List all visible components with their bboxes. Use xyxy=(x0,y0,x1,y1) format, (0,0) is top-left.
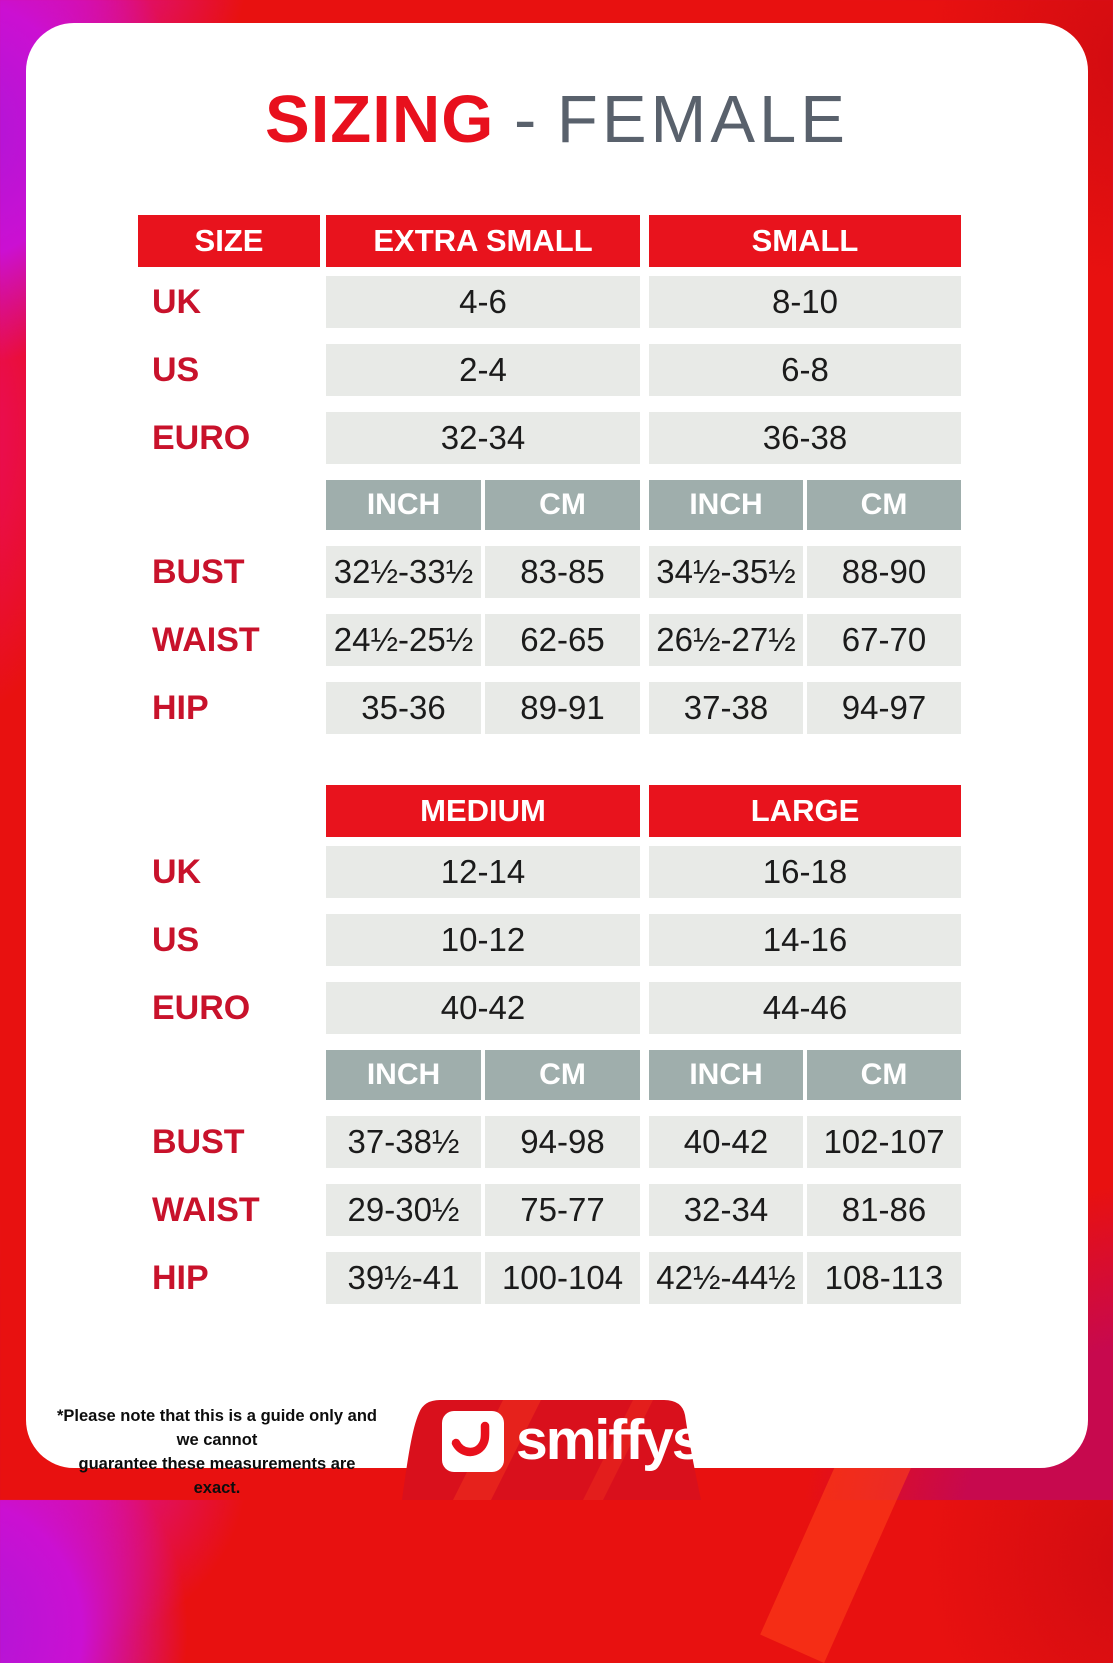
row-label: EURO xyxy=(152,988,251,1027)
brand-wordmark xyxy=(516,1403,724,1473)
value-cell: 102-107 xyxy=(807,1116,961,1168)
table-row xyxy=(138,412,961,464)
disclaimer-note xyxy=(56,1405,378,1501)
row-label: WAIST xyxy=(152,620,260,659)
value-cell: 40-42 xyxy=(326,982,640,1034)
unit-header-cell: CM xyxy=(485,1050,640,1100)
value-cell: 26½-27½ xyxy=(649,614,803,666)
unit-header-row xyxy=(138,1050,961,1100)
value-cell: 2-4 xyxy=(326,344,640,396)
value-cell: 94-98 xyxy=(485,1116,640,1168)
value-cell: 32-34 xyxy=(649,1184,803,1236)
row-label: WAIST xyxy=(152,1190,260,1229)
table-header-row xyxy=(138,215,961,267)
trademark-symbol: ™ xyxy=(706,1403,724,1422)
table-header-cell: MEDIUM xyxy=(326,785,640,837)
row-label: US xyxy=(152,350,200,389)
value-cell: 6-8 xyxy=(649,344,961,396)
table-row xyxy=(138,682,961,734)
table-row xyxy=(138,546,961,598)
value-cell: 88-90 xyxy=(807,546,961,598)
value-cell: 62-65 xyxy=(485,614,640,666)
table-row xyxy=(138,1116,961,1168)
page-title xyxy=(26,81,1088,158)
disclaimer-line: guarantee these measurements are exact. xyxy=(78,1454,356,1497)
table-row xyxy=(138,344,961,396)
value-cell: 83-85 xyxy=(485,546,640,598)
table-header-row xyxy=(138,785,961,837)
smile-badge xyxy=(442,1411,504,1472)
value-cell: 12-14 xyxy=(326,846,640,898)
sizing-card xyxy=(26,23,1088,1497)
row-label: US xyxy=(152,920,200,959)
unit-header-cell: CM xyxy=(485,480,640,530)
row-label: HIP xyxy=(152,688,209,727)
value-cell: 32-34 xyxy=(326,412,640,464)
table-header-cell: EXTRA SMALL xyxy=(326,215,640,267)
value-cell: 39½-41 xyxy=(326,1252,481,1304)
value-cell: 44-46 xyxy=(649,982,961,1034)
brand-tab xyxy=(398,1393,724,1500)
value-cell: 8-10 xyxy=(649,276,961,328)
value-cell: 100-104 xyxy=(485,1252,640,1304)
value-cell: 36-38 xyxy=(649,412,961,464)
value-cell: 67-70 xyxy=(807,614,961,666)
value-cell: 108-113 xyxy=(807,1252,961,1304)
value-cell: 4-6 xyxy=(326,276,640,328)
value-cell: 32½-33½ xyxy=(326,546,481,598)
unit-header-row xyxy=(138,480,961,530)
value-cell: 10-12 xyxy=(326,914,640,966)
value-cell: 24½-25½ xyxy=(326,614,481,666)
title-dash: - xyxy=(494,82,557,157)
unit-header-cell: INCH xyxy=(326,1050,481,1100)
unit-header-cell: INCH xyxy=(649,1050,803,1100)
value-cell: 16-18 xyxy=(649,846,961,898)
value-cell: 81-86 xyxy=(807,1184,961,1236)
title-female: FEMALE xyxy=(556,82,849,157)
value-cell: 34½-35½ xyxy=(649,546,803,598)
title-sizing: SIZING xyxy=(265,82,495,157)
value-cell: 35-36 xyxy=(326,682,481,734)
spacer-cell xyxy=(138,785,320,837)
table-row xyxy=(138,1184,961,1236)
value-cell: 94-97 xyxy=(807,682,961,734)
unit-header-cell: INCH xyxy=(326,480,481,530)
size-table-m-l xyxy=(138,785,961,1320)
table-header-cell: SIZE xyxy=(138,215,320,267)
table-row xyxy=(138,614,961,666)
value-cell: 89-91 xyxy=(485,682,640,734)
table-row xyxy=(138,846,961,898)
value-cell: 37-38½ xyxy=(326,1116,481,1168)
value-cell: 42½-44½ xyxy=(649,1252,803,1304)
table-row xyxy=(138,1252,961,1304)
row-label: BUST xyxy=(152,1122,245,1161)
value-cell: 29-30½ xyxy=(326,1184,481,1236)
value-cell: 40-42 xyxy=(649,1116,803,1168)
spacer-cell xyxy=(138,1050,320,1100)
spacer-cell xyxy=(138,480,320,530)
row-label: UK xyxy=(152,852,202,891)
unit-header-cell: CM xyxy=(807,480,961,530)
table-row xyxy=(138,276,961,328)
unit-header-cell: INCH xyxy=(649,480,803,530)
table-row xyxy=(138,914,961,966)
value-cell: 75-77 xyxy=(485,1184,640,1236)
table-header-cell: SMALL xyxy=(649,215,961,267)
disclaimer-line: *Please note that this is a guide only and we cannot xyxy=(57,1407,377,1449)
brand-name: smiffys xyxy=(516,1408,702,1472)
value-cell: 37-38 xyxy=(649,682,803,734)
row-label: EURO xyxy=(152,418,251,457)
row-label: UK xyxy=(152,282,202,321)
table-row xyxy=(138,982,961,1034)
row-label: HIP xyxy=(152,1258,209,1297)
value-cell: 14-16 xyxy=(649,914,961,966)
row-label: BUST xyxy=(152,552,245,591)
unit-header-cell: CM xyxy=(807,1050,961,1100)
table-header-cell: LARGE xyxy=(649,785,961,837)
size-table-xs-s xyxy=(138,215,961,750)
